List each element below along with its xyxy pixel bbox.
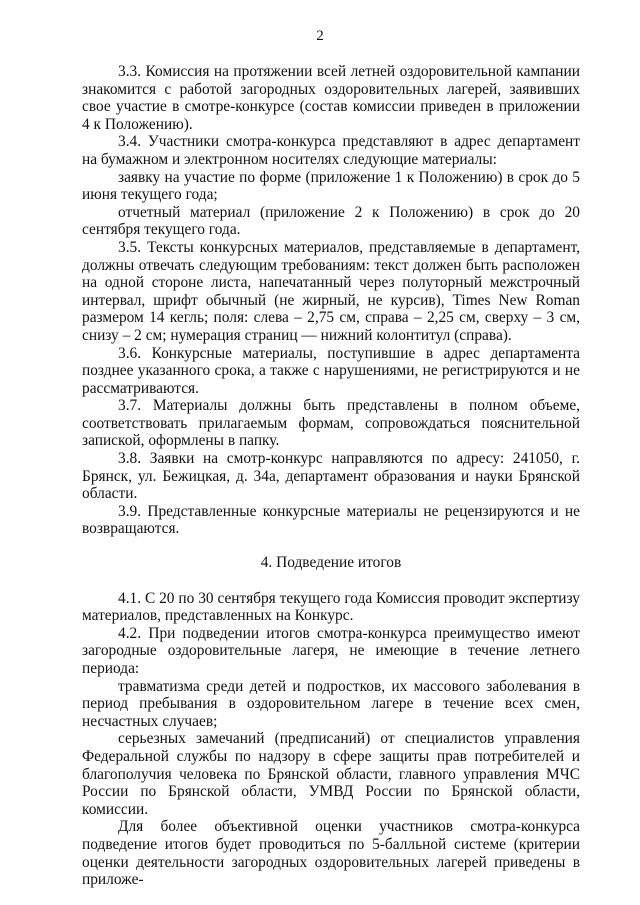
document-body xyxy=(82,63,580,889)
paragraph-3-6: 3.6. Конкурсные материалы, поступившие в адрес департамента позднее указанного срока, а также с нарушениями, не регистрируются и не рассматриваются. xyxy=(82,344,580,397)
section-heading: 4. Подведение итогов xyxy=(260,554,402,572)
paragraph-3-7: 3.7. Материалы должны быть представлены в полном объеме, соответствовать прилагаемым формам, сопровождаться пояснительной запиской, оформлены в папку. xyxy=(82,397,580,450)
paragraph-3-8: 3.8. Заявки на смотр-конкурс направляются по адресу: 241050, г. Брянск, ул. Бежицкая, д. 34а, департамент образования и науки Брянской области. xyxy=(82,450,580,503)
paragraph-remarks-item: серьезных замечаний (предписаний) от специалистов управления Федеральной службы по надзору в сфере защиты прав потребителей и благополучия человека по Брянской области, главного управления МЧС России по Брянской области, УМВД России по Брянской области, комиссии. xyxy=(82,730,580,818)
paragraph-3-9: 3.9. Представленные конкурсные материалы не рецензируются и не возвращаются. xyxy=(82,502,580,538)
paragraph-injuries-item: травматизма среди детей и подростков, их массового заболевания в период пребывания в оздоровительном лагере в течение всех смен, несчастных случаев; xyxy=(82,677,580,730)
paragraph-3-3: 3.3. Комиссия на протяжении всей летней оздоровительной кампании знакомится с работой загородных оздоровительных лагерей, заявивших свое участие в смотре-конкурсе (состав комиссии приведен в приложении 4 к Положению). xyxy=(82,63,580,133)
page-number: 2 xyxy=(316,28,324,44)
paragraph-application-item: заявку на участие по форме (приложение 1 к Положению) в срок до 5 июня текущего года; xyxy=(82,168,580,204)
paragraph-4-2: 4.2. При подведении итогов смотра-конкурса преимущество имеют загородные оздоровительные лагеря, не имеющие в течение летнего периода: xyxy=(82,624,580,677)
paragraph-3-4: 3.4. Участники смотра-конкурса представляют в адрес департамент на бумажном и электронном носителях следующие материалы: xyxy=(82,133,580,168)
paragraph-3-5: 3.5. Тексты конкурсных материалов, представляемые в департамент, должны отвечать следующим требованиям: текст должен быть расположен на одной стороне листа, напечатанный через полуторный межстрочный интервал, шрифт обычный (не жирный, не курсив), Times New Roman размером 14 кегль; поля: слева – 2,75 см, справа – 2,25 см, сверху – 3 см, снизу – 2 см; нумерация страниц — нижний колонтитул (справа). xyxy=(82,238,580,344)
paragraph-scoring: Для более объективной оценки участников смотра-конкурса подведение итогов будет проводиться по 5-балльной системе (критерии оценки деятельности загородных оздоровительных лагерей приведены в приложе- xyxy=(82,818,580,889)
paragraph-report-item: отчетный материал (приложение 2 к Положению) в срок до 20 сентября текущего года. xyxy=(82,203,580,239)
paragraph-4-1: 4.1. С 20 по 30 сентября текущего года Комиссия проводит экспертизу материалов, представленных на Конкурс. xyxy=(82,589,580,625)
